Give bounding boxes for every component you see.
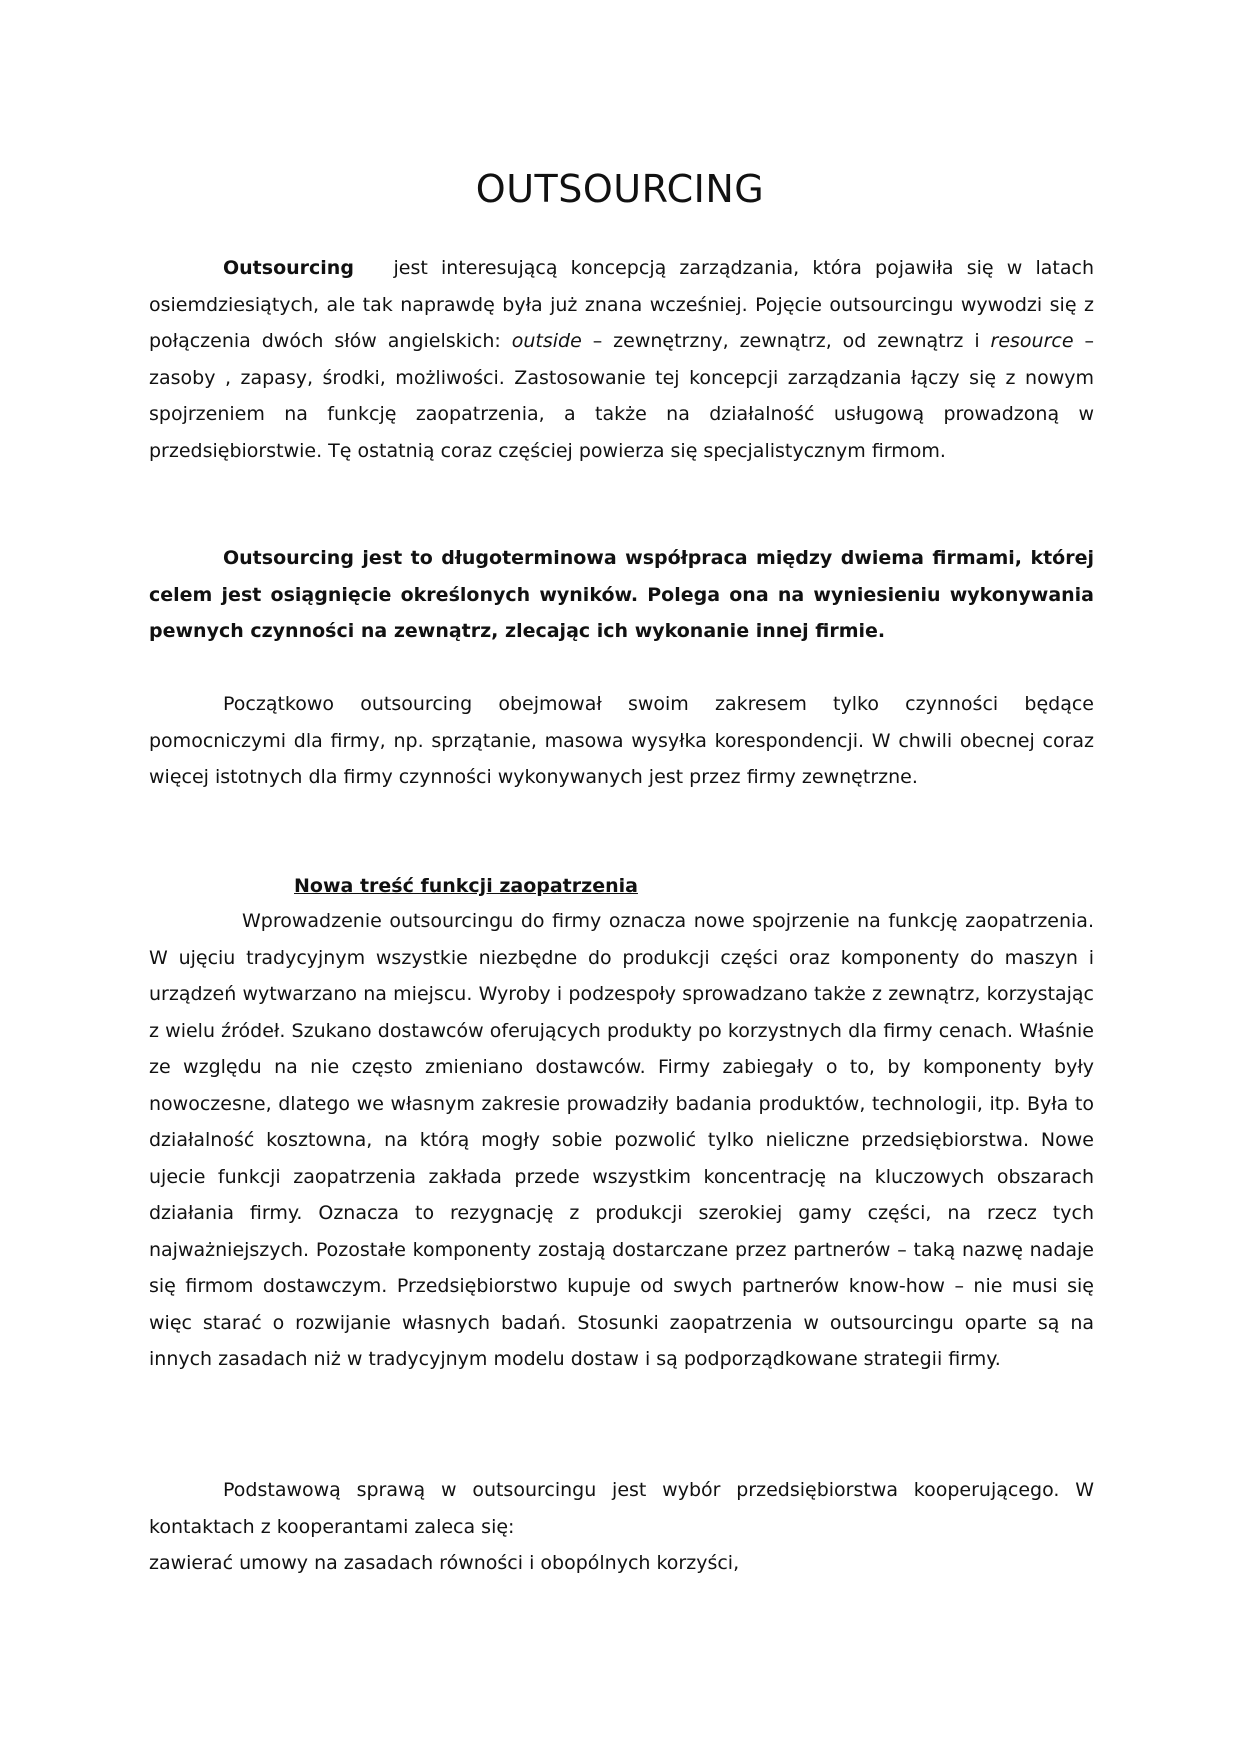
term-outside: outside [511,330,582,352]
paragraph-history: Początkowo outsourcing obejmował swoim zakresem tylko czynności będące pomocniczymi dla firmy, np. sprzątanie, masowa wysyłka korespondencji. W chwili obecnej coraz więcej istotnych dla firmy czynności wykonywanych jest przez firmy zewnętrzne. [149,693,1094,788]
text-segment: – zewnętrzny, zewnątrz, od zewnątrz i [581,330,991,352]
document-title: OUTSOURCING [475,167,765,212]
paragraph-supply-function: Wprowadzenie outsourcingu do firmy oznacza nowe spojrzenie na funkcję zaopatrzenia. W ujęciu tradycyjnym wszystkie niezbędne do produkcji części oraz komponenty do maszyn i urządzeń wytwarzano na miejscu. Wyroby i podzespoły sprowadzano także z zewnątrz, korzystając z wielu źródeł. Szukano dostawców oferujących produkty po korzystnych dla firmy cenach. Właśnie ze względu na nie często zmieniano dostawców. Firmy zabiegały o to, by komponenty były nowoczesne, dlatego we własnym zakresie prowadziły badania produktów, technologii, itp. Była to działalność kosztowna, na którą mogły sobie pozwolić tylko nieliczne przedsiębiorstwa. Nowe ujecie funkcji zaopatrzenia zakłada przede wszystkim koncentrację na kluczowych obszarach działania firmy. Oznacza to rezygnację z produkcji szerokiej gamy części, na rzecz tych najważniejszych. Pozostałe komponenty zostają dostarczane przez partnerów – taką nazwę nadaje się firmom dostawczym. Przedsiębiorstwo kupuje od swych partnerów know-how – nie musi się więc starać o rozwijanie własnych badań. Stosunki zaopatrzenia w outsourcingu oparte są na innych zasadach niż w tradycyjnym modelu dostaw i są podporządkowane strategii firmy. [149,910,1094,1370]
text-segment: jest interesującą koncepcją zarządzania, która pojawiła się w latach osiemdziesiątych, ale tak naprawdę była już znana wcześniej. Pojęcie outsourcingu wywodzi się z połączenia dwóch słów angielskich: [149,257,1101,352]
paragraph-definition: Outsourcing jest to długoterminowa współpraca między dwiema firmami, której celem jest osiągnięcie określonych wyników. Polega ona na wyniesieniu wykonywania pewnych czynności na zewnątrz, zlecając ich wykonanie innej firmie. [149,547,1094,642]
section-heading: Nowa treść funkcji zaopatrzenia [294,875,638,897]
paragraph-cooperation: Podstawową sprawą w outsourcingu jest wybór przedsiębiorstwa kooperującego. W kontaktach z kooperantami zaleca się: [149,1479,1094,1538]
term-outsourcing: Outsourcing [223,257,354,279]
paragraph-recommendation: zawierać umowy na zasadach równości i obopólnych korzyści, [149,1552,740,1574]
paragraph-intro [149,250,1101,469]
text-segment: – zasoby , zapasy, środki, możliwości. Zastosowanie tej koncepcji zarządzania łączy się z nowym spojrzeniem na funkcję zaopatrzenia, a także na działalność usługową prowadzoną w przedsiębiorstwie. Tę ostatnią coraz częściej powierza się specjalistycznym firmom. [149,330,1094,462]
term-resource: resource [990,330,1074,352]
